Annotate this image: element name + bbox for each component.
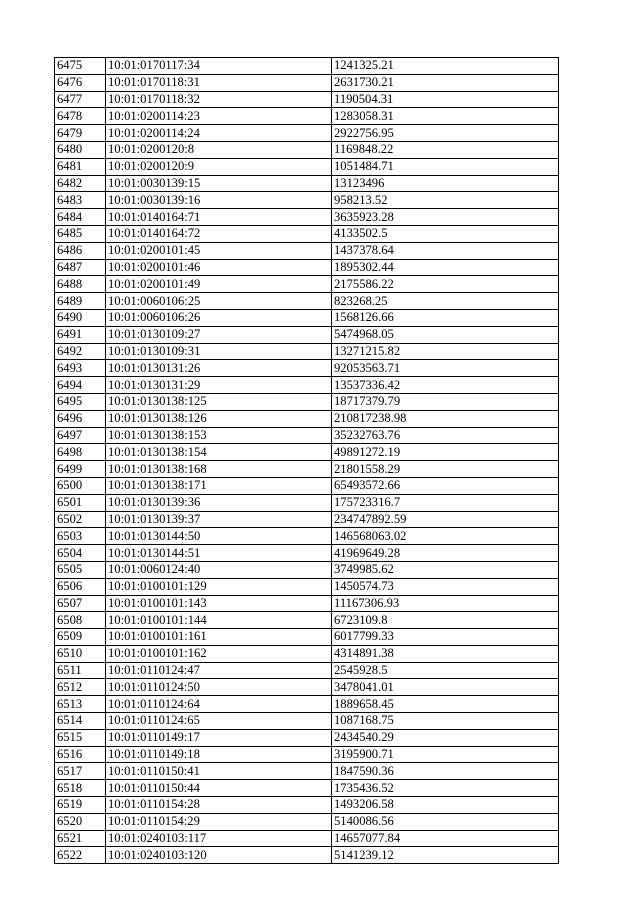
table-body <box>55 58 559 864</box>
table-row <box>55 595 559 612</box>
table-row <box>55 141 559 158</box>
cadastral-number-cell: 10:01:0100101:129 <box>106 578 332 595</box>
row-number-cell: 6496 <box>55 410 106 427</box>
value-cell: 92053563.71 <box>332 360 559 377</box>
row-number-cell: 6519 <box>55 797 106 814</box>
value-cell: 21801558.29 <box>332 461 559 478</box>
cadastral-number-cell: 10:01:0110124:64 <box>106 696 332 713</box>
cadastral-number-cell: 10:01:0140164:72 <box>106 225 332 242</box>
row-number-cell: 6518 <box>55 780 106 797</box>
value-cell: 5474968.05 <box>332 326 559 343</box>
row-number-cell: 6510 <box>55 645 106 662</box>
cadastral-number-cell: 10:01:0100101:144 <box>106 612 332 629</box>
row-number-cell: 6481 <box>55 158 106 175</box>
table-row <box>55 444 559 461</box>
cadastral-number-cell: 10:01:0130131:29 <box>106 377 332 394</box>
table-row <box>55 612 559 629</box>
cadastral-number-cell: 10:01:0200114:24 <box>106 125 332 142</box>
row-number-cell: 6482 <box>55 175 106 192</box>
table-row <box>55 91 559 108</box>
value-cell: 6017799.33 <box>332 629 559 646</box>
table-row <box>55 545 559 562</box>
cadastral-number-cell: 10:01:0110124:47 <box>106 662 332 679</box>
table-row <box>55 360 559 377</box>
cadastral-number-cell: 10:01:0030139:15 <box>106 175 332 192</box>
value-cell: 1437378.64 <box>332 242 559 259</box>
cadastral-value-table <box>54 57 559 864</box>
table-row <box>55 528 559 545</box>
table-row <box>55 427 559 444</box>
value-cell: 11167306.93 <box>332 595 559 612</box>
table-row <box>55 477 559 494</box>
value-cell: 2434540.29 <box>332 729 559 746</box>
value-cell: 35232763.76 <box>332 427 559 444</box>
cadastral-number-cell: 10:01:0130138:126 <box>106 410 332 427</box>
row-number-cell: 6476 <box>55 74 106 91</box>
cadastral-number-cell: 10:01:0130144:51 <box>106 545 332 562</box>
cadastral-number-cell: 10:01:0030139:16 <box>106 192 332 209</box>
row-number-cell: 6494 <box>55 377 106 394</box>
table-row <box>55 763 559 780</box>
cadastral-number-cell: 10:01:0100101:161 <box>106 629 332 646</box>
table-row <box>55 578 559 595</box>
row-number-cell: 6508 <box>55 612 106 629</box>
row-number-cell: 6521 <box>55 830 106 847</box>
table-row <box>55 242 559 259</box>
table-row <box>55 192 559 209</box>
cadastral-number-cell: 10:01:0110154:28 <box>106 797 332 814</box>
table-row <box>55 326 559 343</box>
value-cell: 13537336.42 <box>332 377 559 394</box>
value-cell: 1735436.52 <box>332 780 559 797</box>
table-row <box>55 830 559 847</box>
cadastral-number-cell: 10:01:0200101:45 <box>106 242 332 259</box>
cadastral-number-cell: 10:01:0130131:26 <box>106 360 332 377</box>
table-row <box>55 393 559 410</box>
table-row <box>55 225 559 242</box>
cadastral-number-cell: 10:01:0060106:26 <box>106 309 332 326</box>
cadastral-number-cell: 10:01:0110154:29 <box>106 813 332 830</box>
value-cell: 823268.25 <box>332 293 559 310</box>
cadastral-number-cell: 10:01:0200120:8 <box>106 141 332 158</box>
table-row <box>55 58 559 75</box>
value-cell: 1450574.73 <box>332 578 559 595</box>
table-row <box>55 797 559 814</box>
row-number-cell: 6478 <box>55 108 106 125</box>
value-cell: 13123496 <box>332 175 559 192</box>
value-cell: 1190504.31 <box>332 91 559 108</box>
value-cell: 3195900.71 <box>332 746 559 763</box>
value-cell: 14657077.84 <box>332 830 559 847</box>
row-number-cell: 6506 <box>55 578 106 595</box>
table-row <box>55 629 559 646</box>
table-row <box>55 729 559 746</box>
value-cell: 2545928.5 <box>332 662 559 679</box>
table-row <box>55 561 559 578</box>
value-cell: 4314891.38 <box>332 645 559 662</box>
row-number-cell: 6484 <box>55 209 106 226</box>
table-row <box>55 108 559 125</box>
table-row <box>55 74 559 91</box>
table-row <box>55 410 559 427</box>
value-cell: 3635923.28 <box>332 209 559 226</box>
value-cell: 18717379.79 <box>332 393 559 410</box>
cadastral-number-cell: 10:01:0130139:36 <box>106 494 332 511</box>
cadastral-number-cell: 10:01:0170117:34 <box>106 58 332 75</box>
cadastral-number-cell: 10:01:0100101:143 <box>106 595 332 612</box>
cadastral-number-cell: 10:01:0240103:120 <box>106 847 332 864</box>
row-number-cell: 6477 <box>55 91 106 108</box>
table-row <box>55 662 559 679</box>
table-row <box>55 780 559 797</box>
row-number-cell: 6491 <box>55 326 106 343</box>
cadastral-number-cell: 10:01:0130139:37 <box>106 511 332 528</box>
row-number-cell: 6501 <box>55 494 106 511</box>
cadastral-number-cell: 10:01:0240103:117 <box>106 830 332 847</box>
row-number-cell: 6505 <box>55 561 106 578</box>
table-row <box>55 813 559 830</box>
row-number-cell: 6487 <box>55 259 106 276</box>
row-number-cell: 6517 <box>55 763 106 780</box>
value-cell: 175723316.7 <box>332 494 559 511</box>
table-row <box>55 209 559 226</box>
value-cell: 1493206.58 <box>332 797 559 814</box>
cadastral-number-cell: 10:01:0110124:65 <box>106 713 332 730</box>
cadastral-number-cell: 10:01:0200114:23 <box>106 108 332 125</box>
cadastral-number-cell: 10:01:0110150:41 <box>106 763 332 780</box>
value-cell: 1087168.75 <box>332 713 559 730</box>
value-cell: 210817238.98 <box>332 410 559 427</box>
value-cell: 234747892.59 <box>332 511 559 528</box>
cadastral-number-cell: 10:01:0130109:27 <box>106 326 332 343</box>
cadastral-number-cell: 10:01:0110149:17 <box>106 729 332 746</box>
row-number-cell: 6483 <box>55 192 106 209</box>
value-cell: 1241325.21 <box>332 58 559 75</box>
row-number-cell: 6486 <box>55 242 106 259</box>
row-number-cell: 6520 <box>55 813 106 830</box>
table-row <box>55 696 559 713</box>
row-number-cell: 6522 <box>55 847 106 864</box>
cadastral-number-cell: 10:01:0170118:31 <box>106 74 332 91</box>
row-number-cell: 6498 <box>55 444 106 461</box>
table-row <box>55 175 559 192</box>
value-cell: 41969649.28 <box>332 545 559 562</box>
cadastral-number-cell: 10:01:0060124:40 <box>106 561 332 578</box>
row-number-cell: 6485 <box>55 225 106 242</box>
table-row <box>55 713 559 730</box>
table-row <box>55 309 559 326</box>
table-row <box>55 293 559 310</box>
value-cell: 2922756.95 <box>332 125 559 142</box>
row-number-cell: 6512 <box>55 679 106 696</box>
row-number-cell: 6513 <box>55 696 106 713</box>
table-row <box>55 461 559 478</box>
table-row <box>55 847 559 864</box>
row-number-cell: 6507 <box>55 595 106 612</box>
row-number-cell: 6495 <box>55 393 106 410</box>
row-number-cell: 6480 <box>55 141 106 158</box>
table-row <box>55 746 559 763</box>
value-cell: 3749985.62 <box>332 561 559 578</box>
cadastral-number-cell: 10:01:0200101:49 <box>106 276 332 293</box>
value-cell: 958213.52 <box>332 192 559 209</box>
value-cell: 2175586.22 <box>332 276 559 293</box>
table-row <box>55 343 559 360</box>
row-number-cell: 6503 <box>55 528 106 545</box>
cadastral-number-cell: 10:01:0200120:9 <box>106 158 332 175</box>
row-number-cell: 6492 <box>55 343 106 360</box>
row-number-cell: 6479 <box>55 125 106 142</box>
cadastral-number-cell: 10:01:0110149:18 <box>106 746 332 763</box>
value-cell: 4133502.5 <box>332 225 559 242</box>
row-number-cell: 6504 <box>55 545 106 562</box>
value-cell: 5140086.56 <box>332 813 559 830</box>
value-cell: 1568126.66 <box>332 309 559 326</box>
value-cell: 1895302.44 <box>332 259 559 276</box>
row-number-cell: 6516 <box>55 746 106 763</box>
row-number-cell: 6509 <box>55 629 106 646</box>
row-number-cell: 6497 <box>55 427 106 444</box>
row-number-cell: 6493 <box>55 360 106 377</box>
value-cell: 6723109.8 <box>332 612 559 629</box>
table-row <box>55 259 559 276</box>
value-cell: 49891272.19 <box>332 444 559 461</box>
cadastral-number-cell: 10:01:0110124:50 <box>106 679 332 696</box>
cadastral-number-cell: 10:01:0130138:153 <box>106 427 332 444</box>
cadastral-number-cell: 10:01:0130138:168 <box>106 461 332 478</box>
row-number-cell: 6515 <box>55 729 106 746</box>
table-row <box>55 494 559 511</box>
cadastral-number-cell: 10:01:0130138:171 <box>106 477 332 494</box>
value-cell: 3478041.01 <box>332 679 559 696</box>
value-cell: 13271215.82 <box>332 343 559 360</box>
row-number-cell: 6514 <box>55 713 106 730</box>
value-cell: 65493572.66 <box>332 477 559 494</box>
cadastral-number-cell: 10:01:0130138:154 <box>106 444 332 461</box>
cadastral-number-cell: 10:01:0100101:162 <box>106 645 332 662</box>
value-cell: 1847590.36 <box>332 763 559 780</box>
value-cell: 2631730.21 <box>332 74 559 91</box>
table-row <box>55 276 559 293</box>
cadastral-number-cell: 10:01:0130138:125 <box>106 393 332 410</box>
row-number-cell: 6489 <box>55 293 106 310</box>
row-number-cell: 6500 <box>55 477 106 494</box>
table-row <box>55 158 559 175</box>
cadastral-number-cell: 10:01:0130109:31 <box>106 343 332 360</box>
value-cell: 1283058.31 <box>332 108 559 125</box>
value-cell: 146568063.02 <box>332 528 559 545</box>
value-cell: 1889658.45 <box>332 696 559 713</box>
value-cell: 1051484.71 <box>332 158 559 175</box>
cadastral-number-cell: 10:01:0170118:32 <box>106 91 332 108</box>
row-number-cell: 6511 <box>55 662 106 679</box>
table-row <box>55 125 559 142</box>
cadastral-number-cell: 10:01:0060106:25 <box>106 293 332 310</box>
table-row <box>55 645 559 662</box>
row-number-cell: 6475 <box>55 58 106 75</box>
value-cell: 1169848.22 <box>332 141 559 158</box>
cadastral-number-cell: 10:01:0140164:71 <box>106 209 332 226</box>
row-number-cell: 6488 <box>55 276 106 293</box>
value-cell: 5141239.12 <box>332 847 559 864</box>
table-row <box>55 679 559 696</box>
cadastral-number-cell: 10:01:0110150:44 <box>106 780 332 797</box>
table-row <box>55 377 559 394</box>
row-number-cell: 6502 <box>55 511 106 528</box>
row-number-cell: 6490 <box>55 309 106 326</box>
table-row <box>55 511 559 528</box>
row-number-cell: 6499 <box>55 461 106 478</box>
cadastral-number-cell: 10:01:0130144:50 <box>106 528 332 545</box>
cadastral-number-cell: 10:01:0200101:46 <box>106 259 332 276</box>
